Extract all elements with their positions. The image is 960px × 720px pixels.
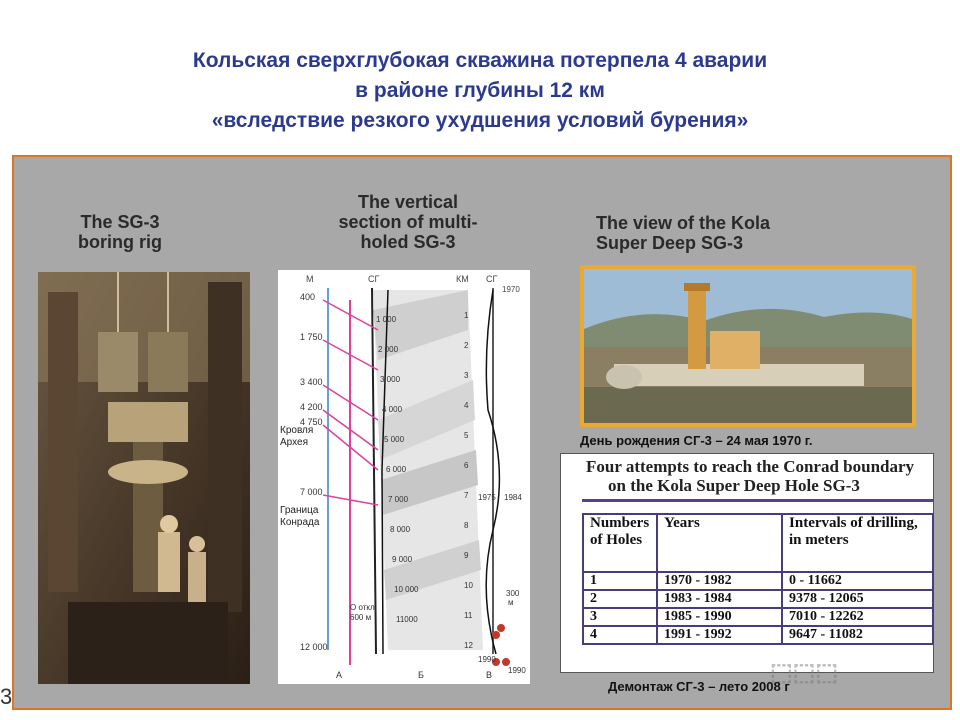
layer-mark: 2 000 [378,345,399,354]
attempts-table-panel [560,453,934,673]
rig-caption-line-1: The SG-3 [80,212,160,232]
layer-mark: 1 000 [376,315,397,324]
km-tick: 2 [464,341,469,350]
km-tick: 5 [464,431,469,440]
layer-mark: 11000 [396,615,418,624]
label-300: 300 [506,589,520,598]
bottom-v: В [486,670,493,680]
rig-caption [60,212,180,252]
km-tick: 12 [464,641,473,650]
archean-label-2: Архея [280,437,308,448]
cell-interval: 7010 - 12262 [782,608,933,626]
table-title [586,457,914,495]
table-row [583,626,933,644]
vertical-section-diagram [278,270,530,684]
title-line-3: «вследствие резкого ухудшения условий бурения» [211,109,749,132]
table-title-line-2: on the Kola Super Deep Hole SG-3 [608,476,860,495]
table-title-line-1: Four attempts to reach the Conrad boundary [586,457,915,476]
depth-label: 400 [300,292,316,302]
year-1975: 1975 [478,493,496,502]
cell-years: 1970 - 1982 [657,572,782,590]
cell-years: 1985 - 1990 [657,608,782,626]
depth-label: 4 200 [300,402,323,412]
km-tick: 6 [464,461,469,470]
km-tick: 3 [464,371,469,380]
km-tick: 4 [464,401,469,410]
note-line-2: 600 м [350,613,372,622]
slide-title [60,46,900,136]
section-caption [318,192,498,252]
label-m: м [508,598,514,607]
title-line-2: в районе глубины 12 км [355,79,605,102]
attempts-table [582,513,934,645]
conrad-label-2: Конрада [280,517,320,528]
km-tick: 1 [464,311,469,320]
section-caption-line-3: holed SG-3 [360,232,456,252]
col-m-label: М [306,274,314,284]
kola-view-photo [580,265,916,427]
layer-mark: 8 000 [390,525,411,534]
layer-mark: 9 000 [392,555,413,564]
layer-mark: 6 000 [386,465,407,474]
col-sg-label: СГ [368,274,380,284]
header-years: Years [657,514,782,572]
watermark-logo: ⬚⬚⬚ [770,659,839,686]
km-tick: 9 [464,551,469,560]
cell-interval: 0 - 11662 [782,572,933,590]
page-number: 3 [0,684,13,709]
km-tick: 10 [464,581,473,590]
cell-interval: 9647 - 11082 [782,626,933,644]
cell-years: 1991 - 1992 [657,626,782,644]
col-sg2-label: СГ [486,274,498,284]
year-1990b: 1990 [508,666,526,675]
table-row [583,590,933,608]
header-intervals: Intervals of drilling, in meters [782,514,933,572]
depth-label: 12 000 [300,642,328,652]
bottom-b: Б [418,670,424,680]
table-row [583,572,933,590]
section-caption-line-1: The vertical [357,192,459,212]
archean-label-1: Кровля [280,425,314,436]
table-row [583,608,933,626]
km-tick: 11 [464,611,473,620]
layer-mark: 3 000 [380,375,401,384]
conrad-label-1: Граница [280,505,319,516]
depth-label: 4 750 [300,417,323,427]
cell-hole: 1 [583,572,657,590]
section-caption-line-2: section of multi- [338,212,478,232]
kola-caption-line-2: Super Deep SG-3 [596,233,744,253]
km-tick: 7 [464,491,469,500]
bottom-a: А [336,670,343,680]
year-1990a: 1990 [478,655,496,664]
cell-years: 1983 - 1984 [657,590,782,608]
boring-rig-photo [38,272,250,684]
cell-hole: 4 [583,626,657,644]
depth-label: 3 400 [300,377,323,387]
kola-caption [596,213,796,253]
year-1984: 1984 [504,493,522,502]
kola-caption-line-1: The view of the Kola [596,213,771,233]
layer-mark: 10 000 [394,585,419,594]
year-top: 1970 [502,285,520,294]
title-line-1: Кольская сверхглубокая скважина потерпела 4 аварии [192,49,768,72]
cell-hole: 3 [583,608,657,626]
layer-mark: 5 000 [384,435,405,444]
layer-mark: 7 000 [388,495,409,504]
note-line-1: О откл. [350,603,377,612]
cell-hole: 2 [583,590,657,608]
cell-interval: 9378 - 12065 [782,590,933,608]
table-header-row [583,514,933,572]
layer-mark: 4 000 [382,405,403,414]
depth-label: 7 000 [300,487,323,497]
header-numbers: Numbers of Holes [583,514,657,572]
table-title-rule [582,499,934,502]
col-km-label: КМ [456,274,469,284]
rig-caption-line-2: boring rig [78,232,162,252]
km-tick: 8 [464,521,469,530]
dismantle-note: Демонтаж СГ-3 – лето 2008 г [608,679,790,694]
birthday-note: День рождения СГ-3 – 24 мая 1970 г. [580,433,813,448]
depth-label: 1 750 [300,332,323,342]
